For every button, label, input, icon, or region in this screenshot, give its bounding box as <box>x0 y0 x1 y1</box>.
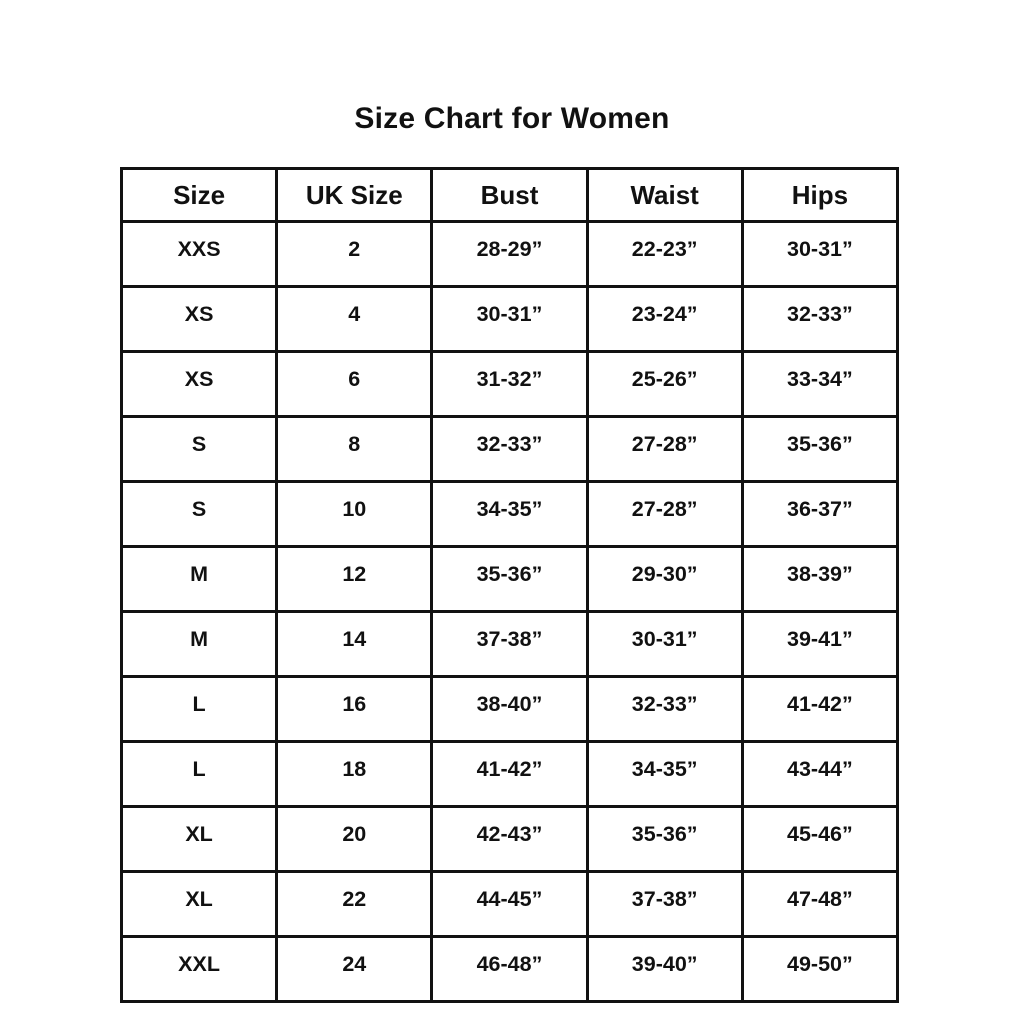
page-title: Size Chart for Women <box>354 102 670 135</box>
table-cell: 37-38” <box>587 872 742 937</box>
table-cell: 2 <box>277 222 432 287</box>
table-cell: 49-50” <box>742 937 897 1002</box>
table-cell: 20 <box>277 807 432 872</box>
header-cell: Bust <box>432 169 587 222</box>
table-row <box>122 417 898 482</box>
table-cell: XXS <box>122 222 277 287</box>
table-row <box>122 612 898 677</box>
table-row <box>122 482 898 547</box>
table-cell: 32-33” <box>432 417 587 482</box>
table-cell: L <box>122 677 277 742</box>
table-cell: 6 <box>277 352 432 417</box>
table-cell: 38-40” <box>432 677 587 742</box>
table-cell: 32-33” <box>742 287 897 352</box>
table-row <box>122 807 898 872</box>
table-row <box>122 547 898 612</box>
table-cell: 30-31” <box>742 222 897 287</box>
table-cell: 34-35” <box>432 482 587 547</box>
table-cell: 43-44” <box>742 742 897 807</box>
table-cell: 35-36” <box>587 807 742 872</box>
table-cell: 24 <box>277 937 432 1002</box>
table-cell: 28-29” <box>432 222 587 287</box>
table-cell: 35-36” <box>432 547 587 612</box>
header-cell: UK Size <box>277 169 432 222</box>
table-cell: 22 <box>277 872 432 937</box>
table-row <box>122 352 898 417</box>
table-cell: 46-48” <box>432 937 587 1002</box>
table-body <box>122 222 898 1002</box>
table-cell: XS <box>122 287 277 352</box>
table-row <box>122 677 898 742</box>
table-cell: 23-24” <box>587 287 742 352</box>
table-row <box>122 872 898 937</box>
table-cell: 22-23” <box>587 222 742 287</box>
header-cell: Hips <box>742 169 897 222</box>
table-cell: XL <box>122 872 277 937</box>
table-cell: XS <box>122 352 277 417</box>
table-cell: 34-35” <box>587 742 742 807</box>
table-cell: 47-48” <box>742 872 897 937</box>
table-cell: 44-45” <box>432 872 587 937</box>
table-row <box>122 287 898 352</box>
table-cell: 41-42” <box>742 677 897 742</box>
table-cell: L <box>122 742 277 807</box>
table-cell: M <box>122 612 277 677</box>
table-cell: 4 <box>277 287 432 352</box>
table-cell: 30-31” <box>432 287 587 352</box>
table-cell: 38-39” <box>742 547 897 612</box>
table-cell: 10 <box>277 482 432 547</box>
table-cell: XXL <box>122 937 277 1002</box>
table-header <box>122 169 898 222</box>
header-cell: Waist <box>587 169 742 222</box>
table-cell: 45-46” <box>742 807 897 872</box>
table-cell: 27-28” <box>587 417 742 482</box>
header-cell: Size <box>122 169 277 222</box>
table-cell: 42-43” <box>432 807 587 872</box>
size-chart-table <box>120 167 899 1003</box>
table-cell: 41-42” <box>432 742 587 807</box>
table-row <box>122 937 898 1002</box>
table-cell: 36-37” <box>742 482 897 547</box>
table-cell: 31-32” <box>432 352 587 417</box>
table-cell: 33-34” <box>742 352 897 417</box>
table-cell: 30-31” <box>587 612 742 677</box>
table-cell: XL <box>122 807 277 872</box>
table-row <box>122 742 898 807</box>
table-cell: 12 <box>277 547 432 612</box>
table-cell: 14 <box>277 612 432 677</box>
table-row <box>122 222 898 287</box>
table-cell: 27-28” <box>587 482 742 547</box>
table-cell: S <box>122 482 277 547</box>
table-cell: 16 <box>277 677 432 742</box>
table-cell: 39-40” <box>587 937 742 1002</box>
table-cell: 8 <box>277 417 432 482</box>
table-cell: 25-26” <box>587 352 742 417</box>
table-cell: 39-41” <box>742 612 897 677</box>
table-cell: 18 <box>277 742 432 807</box>
table-cell: 35-36” <box>742 417 897 482</box>
header-row <box>122 169 898 222</box>
table-cell: M <box>122 547 277 612</box>
table-cell: 32-33” <box>587 677 742 742</box>
table-cell: S <box>122 417 277 482</box>
table-cell: 29-30” <box>587 547 742 612</box>
table-cell: 37-38” <box>432 612 587 677</box>
